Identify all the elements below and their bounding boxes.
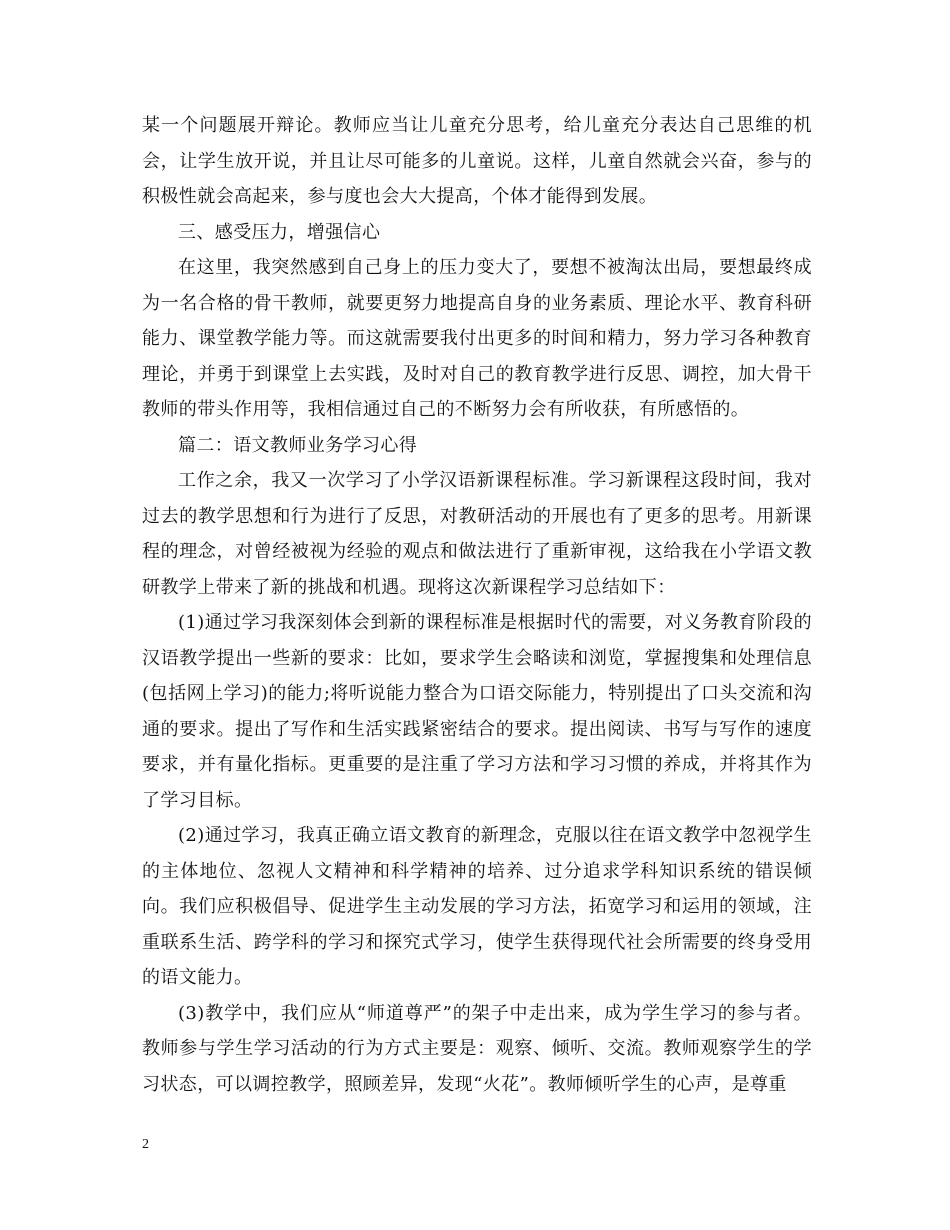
article-heading-2: 篇二：语文教师业务学习心得 bbox=[178, 434, 418, 456]
paragraph-item-3: (3)教学中，我们应从“师道尊严”的架子中走出来，成为学生学习的参与者。教师参与学生学习活动的行为方式主要是：观察、倾听、交流。教师观察学生的学习状态，可以调控教学，照顾差异，发现“火花”。教师倾听学生的心声，是尊重 bbox=[142, 1002, 812, 1095]
paragraph: 在这里，我突然感到自己身上的压力变大了，要想不被淘汰出局，要想最终成为一名合格的骨干教师，就要更努力地提高自身的业务素质、理论水平、教育科研能力、课堂教学能力等。而这就需要我付出更多的时间和精力，努力学习各种教育理论，并勇于到课堂上去实践，及时对自己的教育教学进行反思、调控，加大骨干教师的带头作用等，我相信通过自己的不断努力会有所收获，有所感悟的。 bbox=[142, 257, 812, 420]
paragraph-item-1: (1)通过学习我深刻体会到新的课程标准是根据时代的需要，对义务教育阶段的汉语教学提出一些新的要求：比如，要求学生会略读和浏览，掌握搜集和处理信息(包括网上学习)的能力;将听说能力整合为口语交际能力，特别提出了口头交流和沟通的要求。提出了写作和生活实践紧密结合的要求。提出阅读、书写与写作的速度要求，并有量化指标。更重要的是注重了学习方法和学习习惯的养成，并将其作为了学习目标。 bbox=[142, 612, 812, 811]
section-heading-3: 三、感受压力，增强信心 bbox=[178, 221, 381, 243]
paragraph-item-2: (2)通过学习，我真正确立语文教育的新理念，克服以往在语文教学中忽视学生的主体地位、忽视人文精神和科学精神的培养、过分追求学科知识系统的错误倾向。我们应积极倡导、促进学生主动发展的学习方法，拓宽学习和运用的领域，注重联系生活、跨学科的学习和探究式学习，使学生获得现代社会所需要的终身受用的语文能力。 bbox=[142, 825, 812, 988]
paragraph-continued: 某一个问题展开辩论。教师应当让儿童充分思考，给儿童充分表达自己思维的机会，让学生放开说，并且让尽可能多的儿童说。这样，儿童自然就会兴奋，参与的积极性就会高起来，参与度也会大大提高，个体才能得到发展。 bbox=[142, 115, 812, 207]
page-number: 2 bbox=[142, 1137, 149, 1152]
document-body bbox=[142, 108, 812, 1102]
paragraph: 工作之余，我又一次学习了小学汉语新课程标准。学习新课程这段时间，我对过去的教学思想和行为进行了反思，对教研活动的开展也有了更多的思考。用新课程的理念，对曾经被视为经验的观点和做法进行了重新审视，这给我在小学语文教研教学上带来了新的挑战和机遇。现将这次新课程学习总结如下： bbox=[142, 470, 812, 598]
